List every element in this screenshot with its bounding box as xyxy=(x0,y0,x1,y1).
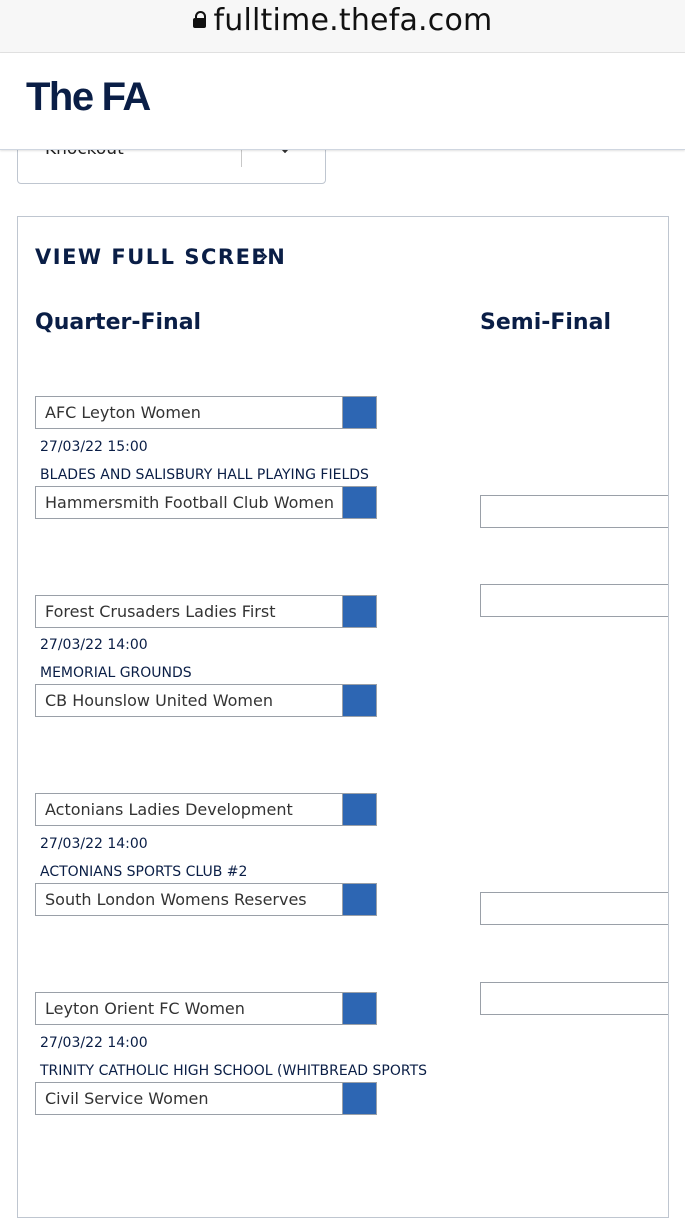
thefa-logo[interactable]: The FA xyxy=(26,75,150,119)
score-box xyxy=(342,487,376,518)
view-full-screen-link[interactable]: VIEW FULL SCREEN xyxy=(35,245,287,269)
score-box xyxy=(342,397,376,428)
site-header xyxy=(0,53,685,150)
semi-final-slot[interactable] xyxy=(480,892,668,925)
lock-icon xyxy=(193,16,206,31)
semi-final-slot[interactable] xyxy=(480,584,668,617)
team-slot-home[interactable] xyxy=(35,793,377,826)
score-box xyxy=(342,794,376,825)
match-datetime: 27/03/22 14:00 xyxy=(40,637,148,653)
match-venue: MEMORIAL GROUNDS xyxy=(40,665,192,681)
team-name: Hammersmith Football Club Women xyxy=(45,493,334,512)
team-name: CB Hounslow United Women xyxy=(45,691,273,710)
match-datetime: 27/03/22 15:00 xyxy=(40,439,148,455)
round-title-semi-final: Semi-Final xyxy=(480,310,611,335)
url-text: fulltime.thefa.com xyxy=(213,2,493,38)
team-slot-away[interactable] xyxy=(35,486,377,519)
match-venue: TRINITY CATHOLIC HIGH SCHOOL (WHITBREAD SPORTS xyxy=(40,1063,428,1079)
browser-address-bar[interactable] xyxy=(0,0,685,53)
team-slot-home[interactable] xyxy=(35,396,377,429)
score-box xyxy=(342,1083,376,1114)
match-datetime: 27/03/22 14:00 xyxy=(40,1035,148,1051)
team-name: Actonians Ladies Development xyxy=(45,800,293,819)
match-datetime: 27/03/22 14:00 xyxy=(40,836,148,852)
score-box xyxy=(342,685,376,716)
match-venue: ACTONIANS SPORTS CLUB #2 xyxy=(40,864,248,880)
team-slot-away[interactable] xyxy=(35,883,377,916)
team-name: Forest Crusaders Ladies First xyxy=(45,602,276,621)
team-name: AFC Leyton Women xyxy=(45,403,201,422)
score-box xyxy=(342,884,376,915)
match-venue: BLADES AND SALISBURY HALL PLAYING FIELDS xyxy=(40,467,369,483)
semi-final-slot[interactable] xyxy=(480,982,668,1015)
team-slot-away[interactable] xyxy=(35,684,377,717)
team-name: South London Womens Reserves xyxy=(45,890,307,909)
score-box xyxy=(342,993,376,1024)
semi-final-slot[interactable] xyxy=(480,495,668,528)
team-slot-away[interactable] xyxy=(35,1082,377,1115)
team-name: Civil Service Women xyxy=(45,1089,209,1108)
url-display[interactable] xyxy=(0,0,685,40)
team-slot-home[interactable] xyxy=(35,992,377,1025)
round-title-quarter-final: Quarter-Final xyxy=(35,310,202,335)
team-slot-home[interactable] xyxy=(35,595,377,628)
team-name: Leyton Orient FC Women xyxy=(45,999,245,1018)
score-box xyxy=(342,596,376,627)
